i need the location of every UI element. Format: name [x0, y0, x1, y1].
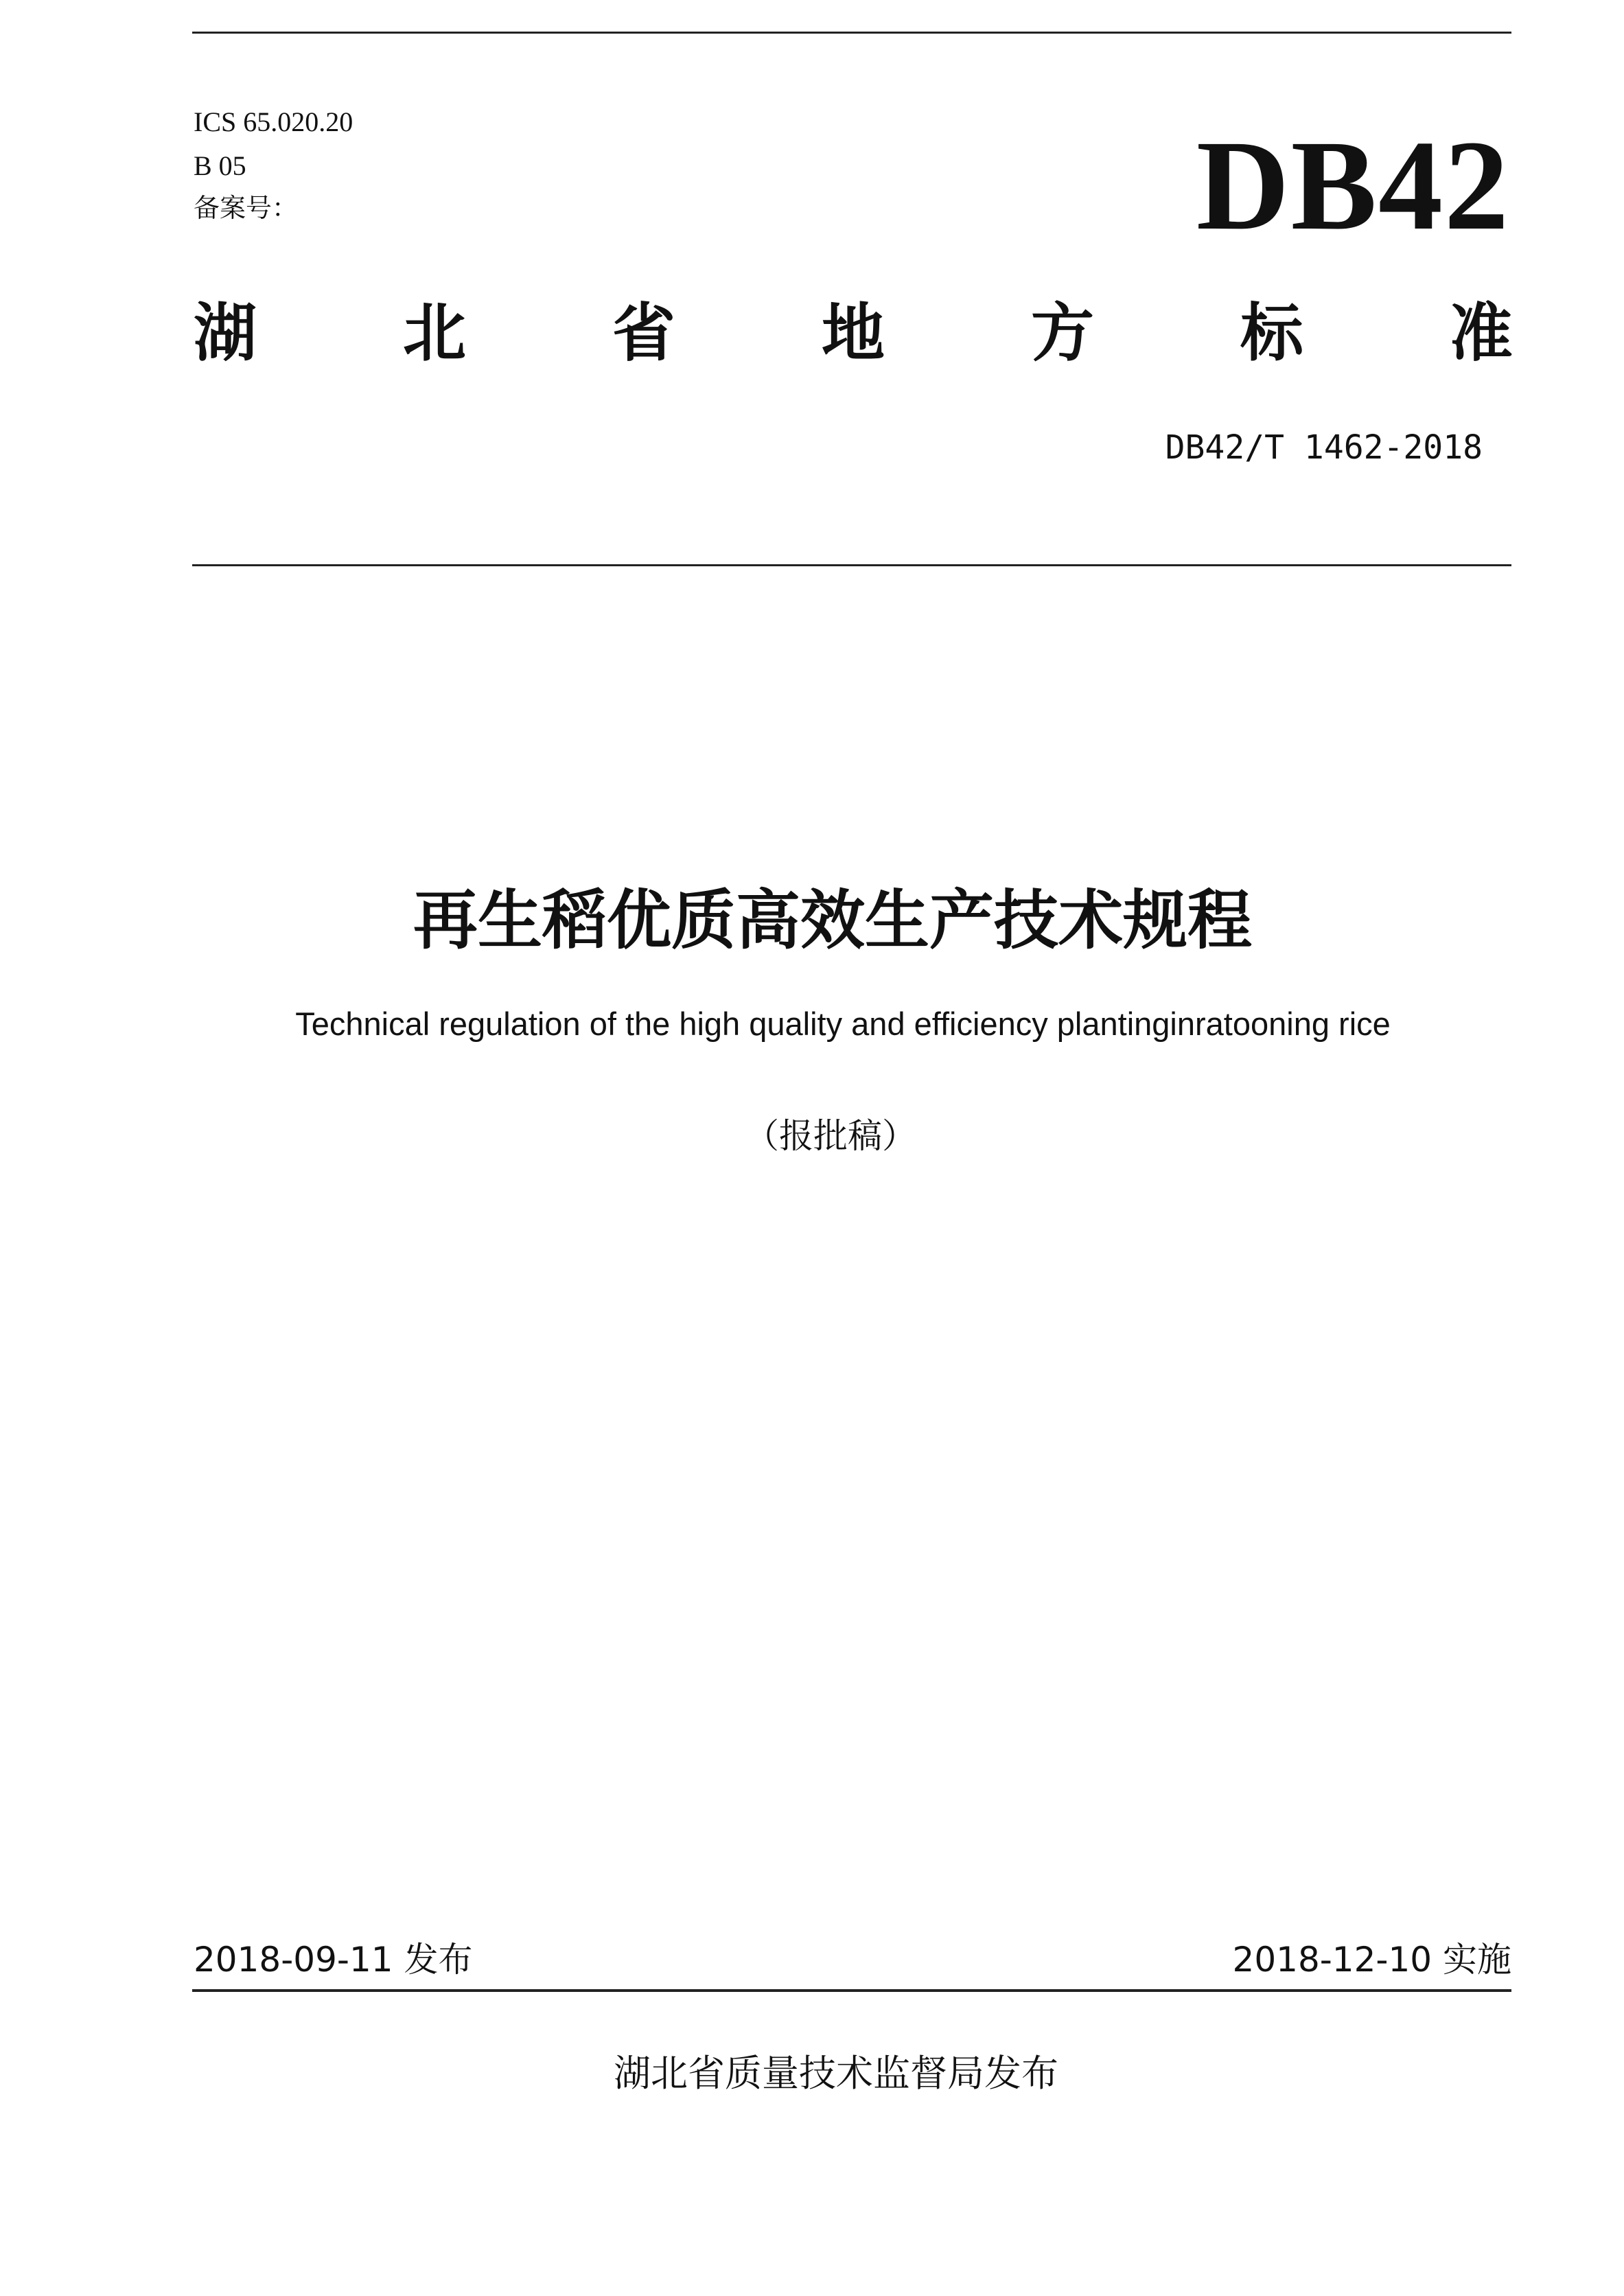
publish-date: 2018-09-11 发布 — [194, 1940, 473, 1980]
standard-number: DB42/T 1462-2018 — [1165, 428, 1483, 467]
document-title-cn: 再生稻优质高效生产技术规程 — [413, 883, 1252, 958]
footer-rule — [192, 1989, 1511, 1992]
standard-code-logo: DB42 — [1196, 113, 1510, 257]
category-char: 准 — [1449, 297, 1513, 370]
filing-number-label: 备案号： — [194, 193, 299, 223]
draft-stage-label: （报批稿） — [745, 1116, 916, 1156]
category-char: 湖 — [194, 297, 257, 370]
implement-date: 2018-12-10 实施 — [1232, 1940, 1511, 1980]
standard-category-title — [194, 297, 1513, 370]
ccs-code: B 05 — [194, 150, 246, 181]
ics-code: ICS 65.020.20 — [194, 106, 353, 137]
header-separator — [192, 564, 1511, 566]
category-char: 方 — [1030, 297, 1094, 370]
publishing-authority: 湖北省质量技术监督局发布 — [614, 2052, 1058, 2095]
category-char: 标 — [1240, 297, 1303, 370]
top-rule — [192, 32, 1511, 34]
category-char: 地 — [821, 297, 885, 370]
document-title-en: Technical regulation of the high quality and efficiency plantinginratooning rice — [295, 1006, 1391, 1042]
category-char: 省 — [612, 297, 675, 370]
category-char: 北 — [402, 297, 466, 370]
